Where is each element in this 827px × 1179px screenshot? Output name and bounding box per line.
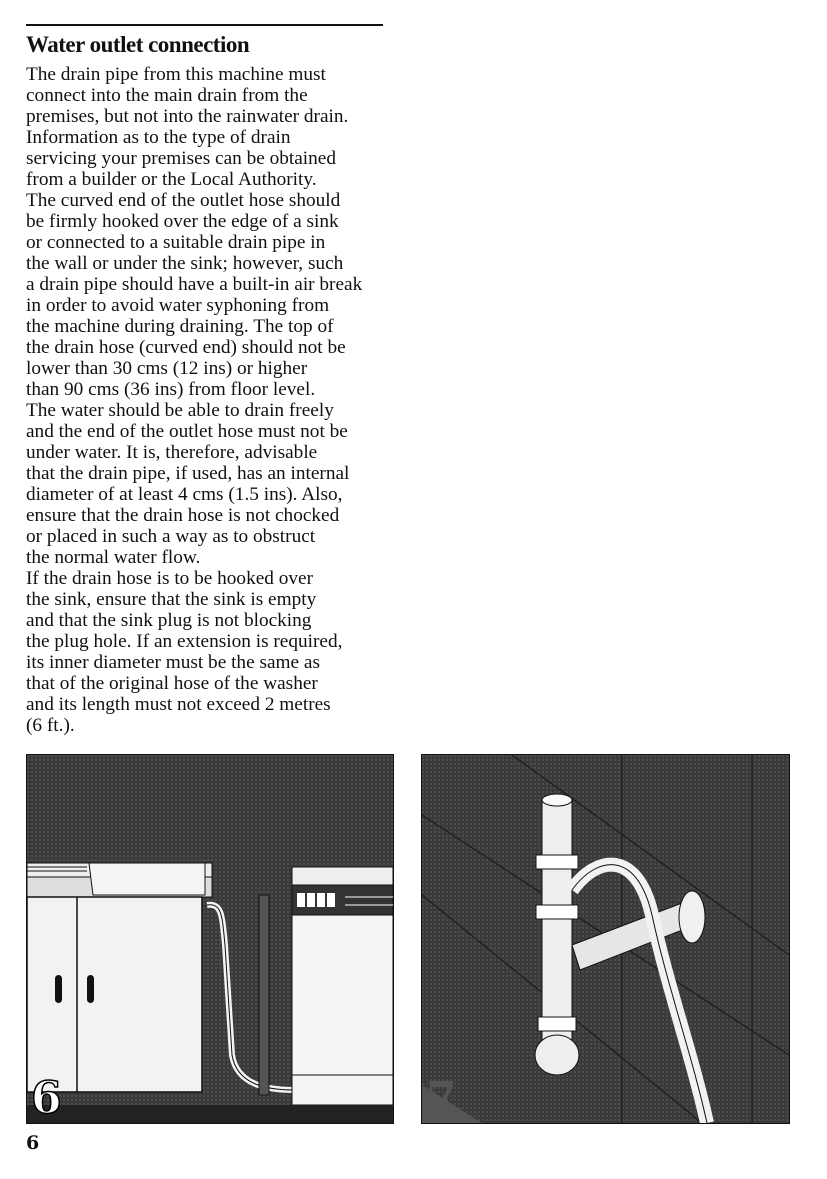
body-line: the plug hole. If an extension is required, [26,631,343,652]
body-line: the machine during draining. The top of [26,316,334,337]
body-line: its inner diameter must be the same as [26,652,320,673]
heading-rule [26,24,383,26]
body-line: under water. It is, therefore, advisable [26,442,318,463]
body-line: and the end of the outlet hose must not be [26,421,348,442]
body-line: The drain pipe from this machine must [26,64,326,85]
body-line: than 90 cms (36 ins) from floor level. [26,379,316,400]
body-line: or placed in such a way as to obstruct [26,526,316,547]
figure-number: 7 [426,1073,457,1124]
body-line: the drain hose (curved end) should not be [26,337,346,358]
body-text [26,64,406,736]
body-line: premises, but not into the rainwater drain. [26,106,349,127]
body-line: from a builder or the Local Authority. [26,169,317,190]
body-line: the wall or under the sink; however, such [26,253,344,274]
figure-7-drain-pipe-illustration [421,754,790,1124]
body-line: that of the original hose of the washer [26,673,318,694]
figure-6-sink-hose-illustration [26,754,394,1124]
body-line: be firmly hooked over the edge of a sink [26,211,339,232]
drain-pipe-illustration-icon [422,755,789,1123]
body-line: in order to avoid water syphoning from [26,295,330,316]
sink-illustration-icon [27,755,393,1123]
body-line: the sink, ensure that the sink is empty [26,589,317,610]
body-line: or connected to a suitable drain pipe in [26,232,326,253]
body-line: connect into the main drain from the [26,85,308,106]
body-line: a drain pipe should have a built-in air break [26,274,363,295]
body-line: (6 ft.). [26,715,75,736]
page-number: 6 [26,1132,40,1154]
body-line: diameter of at least 4 cms (1.5 ins). Also, [26,484,343,505]
body-line: ensure that the drain hose is not chocked [26,505,340,526]
body-line: servicing your premises can be obtained [26,148,337,169]
body-line: The curved end of the outlet hose should [26,190,341,211]
body-line: The water should be able to drain freely [26,400,334,421]
body-line: and its length must not exceed 2 metres [26,694,331,715]
body-line: the normal water flow. [26,547,201,568]
body-line: that the drain pipe, if used, has an internal [26,463,350,484]
body-line: lower than 30 cms (12 ins) or higher [26,358,308,379]
body-line: Information as to the type of drain [26,127,291,148]
body-line: If the drain hose is to be hooked over [26,568,313,589]
section-title: Water outlet connection [26,32,250,57]
figure-number: 6 [31,1073,62,1124]
body-line: and that the sink plug is not blocking [26,610,312,631]
